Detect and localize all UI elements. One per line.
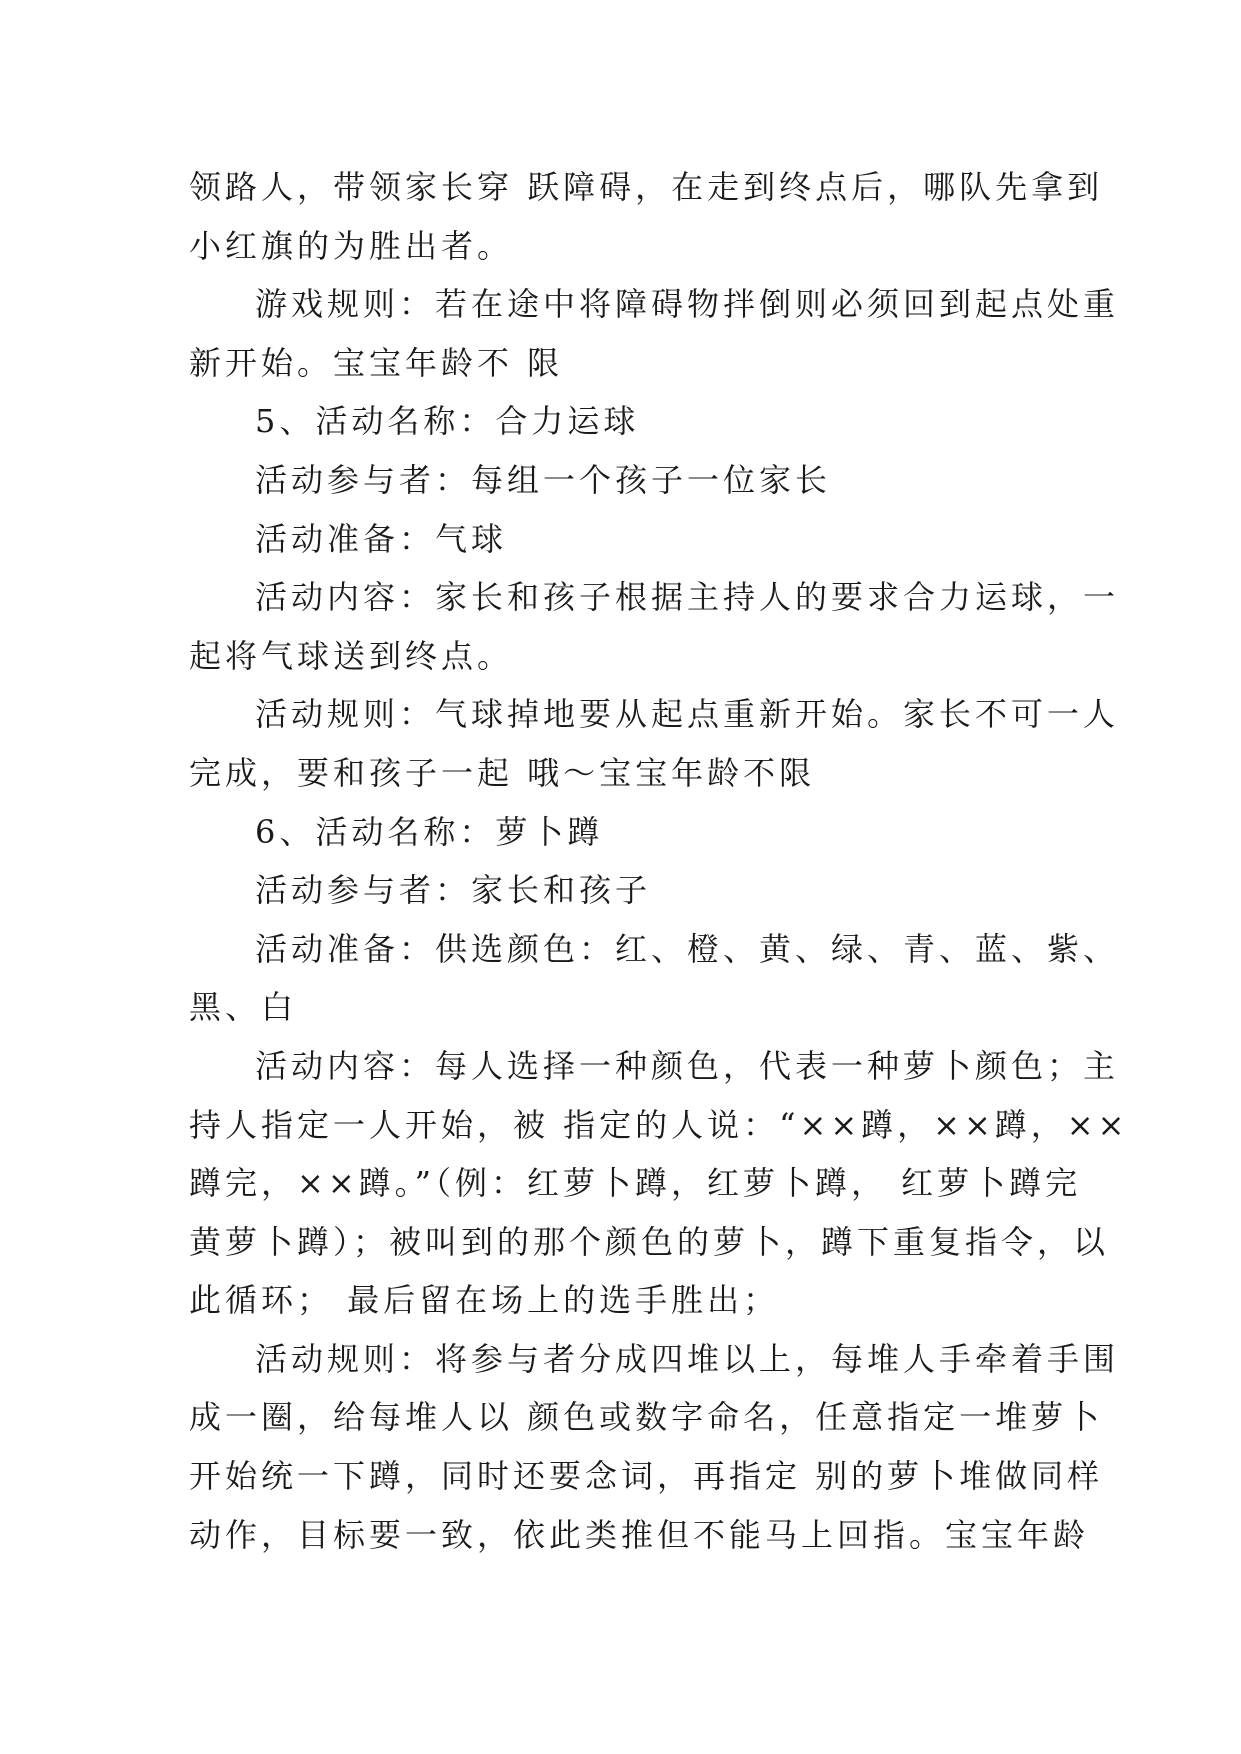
text-line: 起将气球送到终点。 [189,636,514,675]
document-body [189,158,1129,1564]
text-line: 完成，要和孩子一起 哦～宝宝年龄不限 [189,753,816,792]
text-line: 成一圈，给每堆人以 颜色或数字命名，任意指定一堆萝卜 [189,1398,1104,1437]
text-line: 动作，目标要一致，依此类推但不能马上回指。宝宝年龄 [189,1515,1090,1554]
text-line: 活动参与者：家长和孩子 [255,871,652,910]
text-line: 活动规则：气球掉地要从起点重新开始。家长不可一人 [255,695,1120,734]
text-line: 蹲完，××蹲。”（例：红萝卜蹲，红萝卜蹲， 红萝卜蹲完 [189,1164,1082,1203]
text-line: 黄萝卜蹲）；被叫到的那个颜色的萝卜，蹲下重复指令，以 [189,1222,1110,1261]
text-line: 新开始。宝宝年龄不 限 [189,343,564,382]
text-line: 开始统一下蹲，同时还要念词，再指定 别的萝卜堆做同样 [189,1457,1104,1496]
text-line: 游戏规则：若在途中将障碍物拌倒则必须回到起点处重 [255,285,1120,324]
text-line: 6、活动名称：萝卜蹲 [255,812,604,851]
text-line: 持人指定一人开始，被 指定的人说：“××蹲，××蹲，×× [189,1105,1129,1144]
text-line: 黑、白 [189,988,298,1027]
text-line: 活动内容：家长和孩子根据主持人的要求合力运球，一 [255,578,1120,617]
text-line: 活动准备：气球 [255,519,508,558]
text-line: 5、活动名称：合力运球 [255,402,640,441]
text-line: 领路人，带领家长穿 跃障碍，在走到终点后，哪队先拿到 [189,168,1104,206]
text-line: 活动内容：每人选择一种颜色，代表一种萝卜颜色；主 [255,1046,1120,1085]
text-line: 活动参与者：每组一个孩子一位家长 [255,460,832,499]
text-line: 活动规则：将参与者分成四堆以上，每堆人手牵着手围 [255,1339,1120,1378]
text-line: 小红旗的为胜出者。 [189,226,514,265]
text-line: 此循环； 最后留在场上的选手胜出； [189,1281,780,1320]
text-line: 活动准备：供选颜色：红、橙、黄、绿、青、蓝、紫、 [255,929,1120,968]
